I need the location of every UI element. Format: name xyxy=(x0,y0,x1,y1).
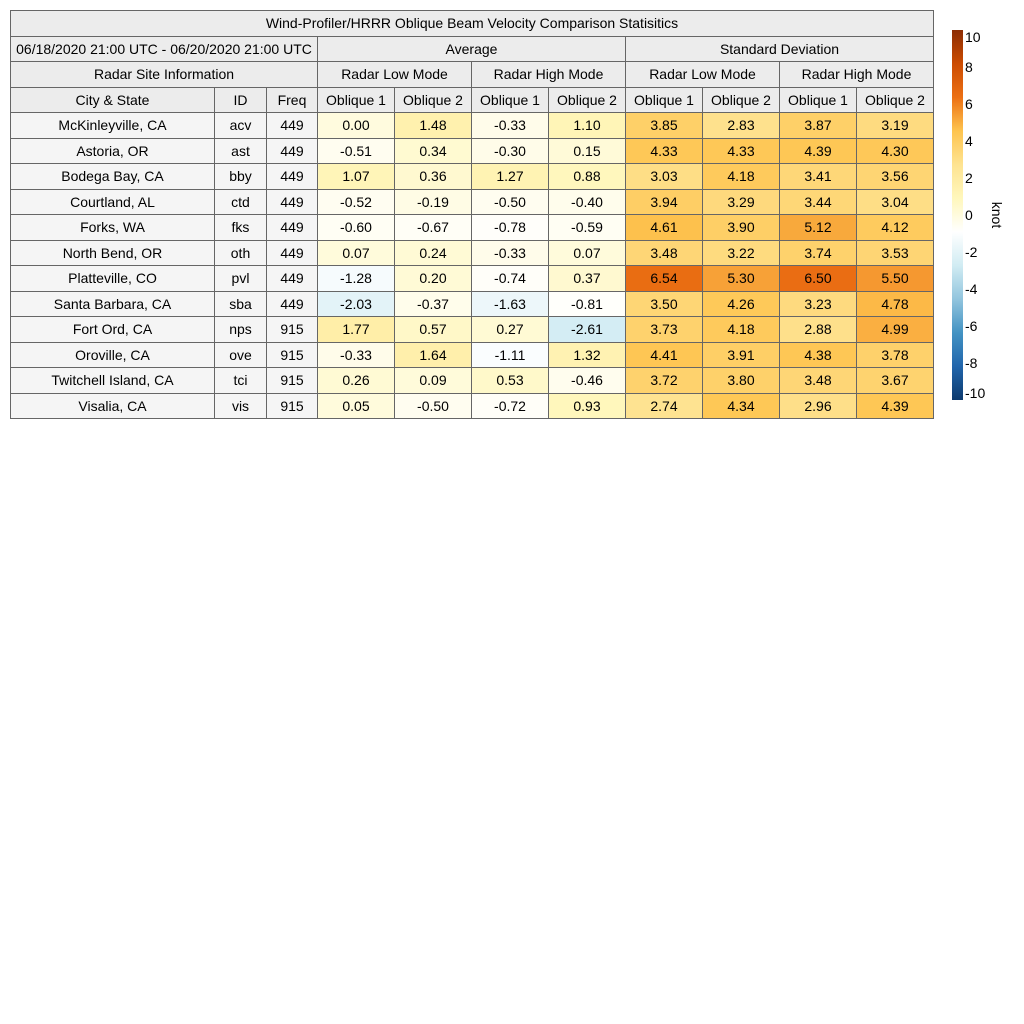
value-cell: 3.80 xyxy=(703,368,780,394)
value-cell: 0.07 xyxy=(318,240,395,266)
average-group-header: Average xyxy=(318,36,626,62)
value-cell: 4.39 xyxy=(857,393,934,419)
column-header: City & State xyxy=(11,87,215,113)
value-cell: 0.26 xyxy=(318,368,395,394)
value-cell: 5.30 xyxy=(703,266,780,292)
site-id: nps xyxy=(215,317,267,343)
comparison-table xyxy=(10,10,934,419)
site-id: ove xyxy=(215,342,267,368)
value-cell: 3.72 xyxy=(626,368,703,394)
table-row xyxy=(11,138,934,164)
value-cell: 0.05 xyxy=(318,393,395,419)
value-cell: 5.50 xyxy=(857,266,934,292)
value-cell: 1.32 xyxy=(549,342,626,368)
value-cell: 1.48 xyxy=(395,113,472,139)
table-row xyxy=(11,215,934,241)
site-city: Oroville, CA xyxy=(11,342,215,368)
value-cell: 3.03 xyxy=(626,164,703,190)
site-freq: 449 xyxy=(267,291,318,317)
value-cell: 0.09 xyxy=(395,368,472,394)
value-cell: -1.28 xyxy=(318,266,395,292)
value-cell: 4.41 xyxy=(626,342,703,368)
value-cell: 3.56 xyxy=(857,164,934,190)
value-cell: 0.88 xyxy=(549,164,626,190)
value-cell: -0.50 xyxy=(395,393,472,419)
value-cell: 3.74 xyxy=(780,240,857,266)
site-id: oth xyxy=(215,240,267,266)
value-cell: -0.60 xyxy=(318,215,395,241)
column-header-row xyxy=(11,87,934,113)
table-row xyxy=(11,368,934,394)
site-id: vis xyxy=(215,393,267,419)
value-cell: -0.50 xyxy=(472,189,549,215)
value-cell: -0.30 xyxy=(472,138,549,164)
value-cell: 2.74 xyxy=(626,393,703,419)
colorbar-tick-label: 8 xyxy=(965,59,973,75)
value-cell: 1.10 xyxy=(549,113,626,139)
colorbar-tick-label: 6 xyxy=(965,96,973,112)
value-cell: -0.51 xyxy=(318,138,395,164)
table-row xyxy=(11,189,934,215)
value-cell: 0.24 xyxy=(395,240,472,266)
value-cell: -0.46 xyxy=(549,368,626,394)
site-id: ctd xyxy=(215,189,267,215)
site-freq: 915 xyxy=(267,393,318,419)
site-id: fks xyxy=(215,215,267,241)
value-cell: 3.48 xyxy=(780,368,857,394)
value-cell: 5.12 xyxy=(780,215,857,241)
site-city: Twitchell Island, CA xyxy=(11,368,215,394)
value-cell: 3.19 xyxy=(857,113,934,139)
site-id: tci xyxy=(215,368,267,394)
column-header: Oblique 1 xyxy=(472,87,549,113)
value-cell: 0.93 xyxy=(549,393,626,419)
value-cell: 3.91 xyxy=(703,342,780,368)
colorbar-tick-label: -10 xyxy=(965,385,986,401)
date-range: 06/18/2020 21:00 UTC - 06/20/2020 21:00 UTC xyxy=(11,36,318,62)
std-dev-group-header: Standard Deviation xyxy=(626,36,934,62)
site-city: Forks, WA xyxy=(11,215,215,241)
value-cell: 6.54 xyxy=(626,266,703,292)
value-cell: -0.37 xyxy=(395,291,472,317)
value-cell: 3.23 xyxy=(780,291,857,317)
value-cell: 4.12 xyxy=(857,215,934,241)
site-freq: 449 xyxy=(267,138,318,164)
value-cell: -0.33 xyxy=(472,113,549,139)
value-cell: 3.29 xyxy=(703,189,780,215)
value-cell: 0.34 xyxy=(395,138,472,164)
value-cell: 0.27 xyxy=(472,317,549,343)
value-cell: 1.64 xyxy=(395,342,472,368)
colorbar-tick-label: -4 xyxy=(965,281,978,297)
value-cell: 3.94 xyxy=(626,189,703,215)
column-header: Oblique 1 xyxy=(780,87,857,113)
site-freq: 915 xyxy=(267,342,318,368)
table-row xyxy=(11,266,934,292)
column-header: ID xyxy=(215,87,267,113)
value-cell: 3.53 xyxy=(857,240,934,266)
value-cell: 4.61 xyxy=(626,215,703,241)
value-cell: 4.78 xyxy=(857,291,934,317)
colorbar-tick-label: 4 xyxy=(965,133,973,149)
value-cell: -0.81 xyxy=(549,291,626,317)
colorbar-tick-label: -8 xyxy=(965,355,978,371)
value-cell: 4.33 xyxy=(703,138,780,164)
site-city: North Bend, OR xyxy=(11,240,215,266)
column-header: Oblique 1 xyxy=(318,87,395,113)
value-cell: 4.38 xyxy=(780,342,857,368)
value-cell: 3.50 xyxy=(626,291,703,317)
value-cell: -0.67 xyxy=(395,215,472,241)
site-freq: 915 xyxy=(267,317,318,343)
value-cell: 3.90 xyxy=(703,215,780,241)
value-cell: -0.52 xyxy=(318,189,395,215)
colorbar xyxy=(951,30,1011,402)
value-cell: 0.20 xyxy=(395,266,472,292)
value-cell: -0.33 xyxy=(318,342,395,368)
table-body xyxy=(11,113,934,419)
colorbar-tick-label: 0 xyxy=(965,207,973,223)
value-cell: 2.88 xyxy=(780,317,857,343)
colorbar-label: knot xyxy=(989,201,1005,229)
site-city: Bodega Bay, CA xyxy=(11,164,215,190)
value-cell: 3.67 xyxy=(857,368,934,394)
value-cell: -0.59 xyxy=(549,215,626,241)
table-row xyxy=(11,113,934,139)
site-city: McKinleyville, CA xyxy=(11,113,215,139)
column-header: Oblique 1 xyxy=(626,87,703,113)
std-low-mode-header: Radar Low Mode xyxy=(626,62,780,88)
site-city: Astoria, OR xyxy=(11,138,215,164)
value-cell: 3.48 xyxy=(626,240,703,266)
value-cell: 0.36 xyxy=(395,164,472,190)
table-row xyxy=(11,240,934,266)
value-cell: 6.50 xyxy=(780,266,857,292)
site-freq: 449 xyxy=(267,164,318,190)
value-cell: 3.41 xyxy=(780,164,857,190)
site-id: ast xyxy=(215,138,267,164)
value-cell: 3.87 xyxy=(780,113,857,139)
colorbar-tick-label: -6 xyxy=(965,318,978,334)
site-freq: 449 xyxy=(267,266,318,292)
column-header: Oblique 2 xyxy=(549,87,626,113)
value-cell: -0.19 xyxy=(395,189,472,215)
value-cell: 1.27 xyxy=(472,164,549,190)
value-cell: 4.26 xyxy=(703,291,780,317)
table-title: Wind-Profiler/HRRR Oblique Beam Velocity Comparison Statisitics xyxy=(11,11,934,37)
value-cell: 0.15 xyxy=(549,138,626,164)
value-cell: 0.00 xyxy=(318,113,395,139)
value-cell: 1.07 xyxy=(318,164,395,190)
site-city: Platteville, CO xyxy=(11,266,215,292)
value-cell: 0.57 xyxy=(395,317,472,343)
site-freq: 449 xyxy=(267,189,318,215)
site-freq: 915 xyxy=(267,368,318,394)
std-high-mode-header: Radar High Mode xyxy=(780,62,934,88)
site-city: Visalia, CA xyxy=(11,393,215,419)
table-row xyxy=(11,164,934,190)
value-cell: 0.53 xyxy=(472,368,549,394)
site-id: sba xyxy=(215,291,267,317)
value-cell: -1.63 xyxy=(472,291,549,317)
site-city: Santa Barbara, CA xyxy=(11,291,215,317)
site-id: acv xyxy=(215,113,267,139)
site-id: pvl xyxy=(215,266,267,292)
column-header: Oblique 2 xyxy=(395,87,472,113)
site-id: bby xyxy=(215,164,267,190)
value-cell: -0.78 xyxy=(472,215,549,241)
value-cell: -1.11 xyxy=(472,342,549,368)
table-row xyxy=(11,317,934,343)
value-cell: 4.33 xyxy=(626,138,703,164)
value-cell: 2.96 xyxy=(780,393,857,419)
site-freq: 449 xyxy=(267,113,318,139)
column-header: Oblique 2 xyxy=(703,87,780,113)
value-cell: 0.37 xyxy=(549,266,626,292)
colorbar-gradient xyxy=(952,30,963,400)
value-cell: 3.22 xyxy=(703,240,780,266)
value-cell: 4.30 xyxy=(857,138,934,164)
column-header: Oblique 2 xyxy=(857,87,934,113)
value-cell: 0.07 xyxy=(549,240,626,266)
value-cell: -0.74 xyxy=(472,266,549,292)
avg-low-mode-header: Radar Low Mode xyxy=(318,62,472,88)
table-row xyxy=(11,393,934,419)
value-cell: -2.61 xyxy=(549,317,626,343)
table-row xyxy=(11,342,934,368)
value-cell: -0.33 xyxy=(472,240,549,266)
value-cell: -0.72 xyxy=(472,393,549,419)
value-cell: 4.34 xyxy=(703,393,780,419)
colorbar-tick-label: 10 xyxy=(965,30,981,45)
value-cell: 3.73 xyxy=(626,317,703,343)
value-cell: 3.04 xyxy=(857,189,934,215)
value-cell: 4.18 xyxy=(703,317,780,343)
colorbar-tick-label: 2 xyxy=(965,170,973,186)
value-cell: 1.77 xyxy=(318,317,395,343)
site-freq: 449 xyxy=(267,215,318,241)
column-header: Freq xyxy=(267,87,318,113)
avg-high-mode-header: Radar High Mode xyxy=(472,62,626,88)
value-cell: 3.78 xyxy=(857,342,934,368)
value-cell: -0.40 xyxy=(549,189,626,215)
site-info-header: Radar Site Information xyxy=(11,62,318,88)
value-cell: 2.83 xyxy=(703,113,780,139)
value-cell: 4.99 xyxy=(857,317,934,343)
value-cell: 4.18 xyxy=(703,164,780,190)
value-cell: -2.03 xyxy=(318,291,395,317)
table-row xyxy=(11,291,934,317)
site-city: Fort Ord, CA xyxy=(11,317,215,343)
value-cell: 3.44 xyxy=(780,189,857,215)
colorbar-tick-label: -2 xyxy=(965,244,978,260)
site-city: Courtland, AL xyxy=(11,189,215,215)
value-cell: 4.39 xyxy=(780,138,857,164)
value-cell: 3.85 xyxy=(626,113,703,139)
site-freq: 449 xyxy=(267,240,318,266)
